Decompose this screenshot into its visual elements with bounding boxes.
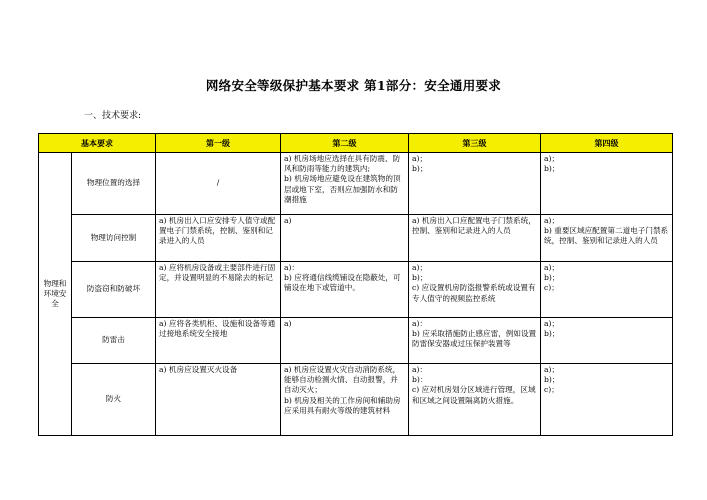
level-4-cell: a)； b)； c)； <box>541 364 673 436</box>
level-4-cell: a)； b)； <box>541 318 673 364</box>
header-level-1: 第一级 <box>156 134 281 153</box>
header-level-4: 第四级 <box>541 134 673 153</box>
header-level-3: 第三级 <box>409 134 541 153</box>
table-row <box>39 153 673 215</box>
level-4-cell: a)； b)； c)； <box>541 262 673 318</box>
section-heading: 一、技术要求: <box>84 111 142 121</box>
level-3-cell: a)； b)； <box>409 153 541 215</box>
item-cell: 防雷击 <box>72 318 156 364</box>
table-row <box>39 364 673 436</box>
level-2-cell: a) 机房应设置火灾自动消防系统，能够自动检测火情、自动报警，并自动灭火； b) 机房及相关的工作房间和辅助房应采用具有耐火等级的建筑材料 <box>281 364 409 436</box>
table-header-row <box>39 134 673 153</box>
table-row <box>39 262 673 318</box>
item-cell: 物理访问控制 <box>72 215 156 262</box>
level-3-cell: a)： b)： c) 应对机房划分区域进行管理，区域和区域之间设置隔离防火措施。 <box>409 364 541 436</box>
table-row <box>39 215 673 262</box>
item-cell: 物理位置的选择 <box>72 153 156 215</box>
level-1-cell: a) 机房应设置灭火设备 <box>156 364 281 436</box>
table-row <box>39 318 673 364</box>
level-1-cell: a) 应将各类机柜、设施和设备等通过接地系统安全接地 <box>156 318 281 364</box>
level-3-cell: a) 机房出入口应配置电子门禁系统，控制、鉴别和记录进入的人员 <box>409 215 541 262</box>
header-level-2: 第二级 <box>281 134 409 153</box>
requirements-table <box>38 133 673 436</box>
level-1-cell: a) 应将机房设备或主要部件进行固定，并设置明显的不易除去的标记 <box>156 262 281 318</box>
level-4-cell: a)； b) 重要区域应配置第二道电子门禁系统，控制、鉴别和记录进入的人员 <box>541 215 673 262</box>
level-2-cell: a)： b) 应将通信线缆铺设在隐蔽处，可铺设在地下或管道中。 <box>281 262 409 318</box>
document-title: 网络安全等级保护基本要求 第1部分：安全通用要求 <box>205 78 502 93</box>
level-3-cell: a)； b)； c) 应设置机房防盗报警系统或设置有专人值守的视频监控系统 <box>409 262 541 318</box>
level-1-cell: / <box>156 153 281 215</box>
item-cell: 防火 <box>72 364 156 436</box>
level-1-cell: a) 机房出入口应安排专人值守或配置电子门禁系统，控制、鉴别和记录进入的人员 <box>156 215 281 262</box>
level-3-cell: a)： b) 应采取措施防止感应雷，例如设置防雷保安器或过压保护装置等 <box>409 318 541 364</box>
item-cell: 防盗窃和防破坏 <box>72 262 156 318</box>
level-2-cell: a) <box>281 215 409 262</box>
level-2-cell: a) 机房场地应选择在具有防震、防风和防雨等能力的建筑内; b) 机房场地应避免设在建筑物的顶层或地下室，否则应加强防水和防潮措施 <box>281 153 409 215</box>
category-cell: 物理和环境安全 <box>39 153 72 436</box>
header-basic-requirements: 基本要求 <box>39 134 156 153</box>
level-2-cell: a) <box>281 318 409 364</box>
level-4-cell: a)； b)； <box>541 153 673 215</box>
